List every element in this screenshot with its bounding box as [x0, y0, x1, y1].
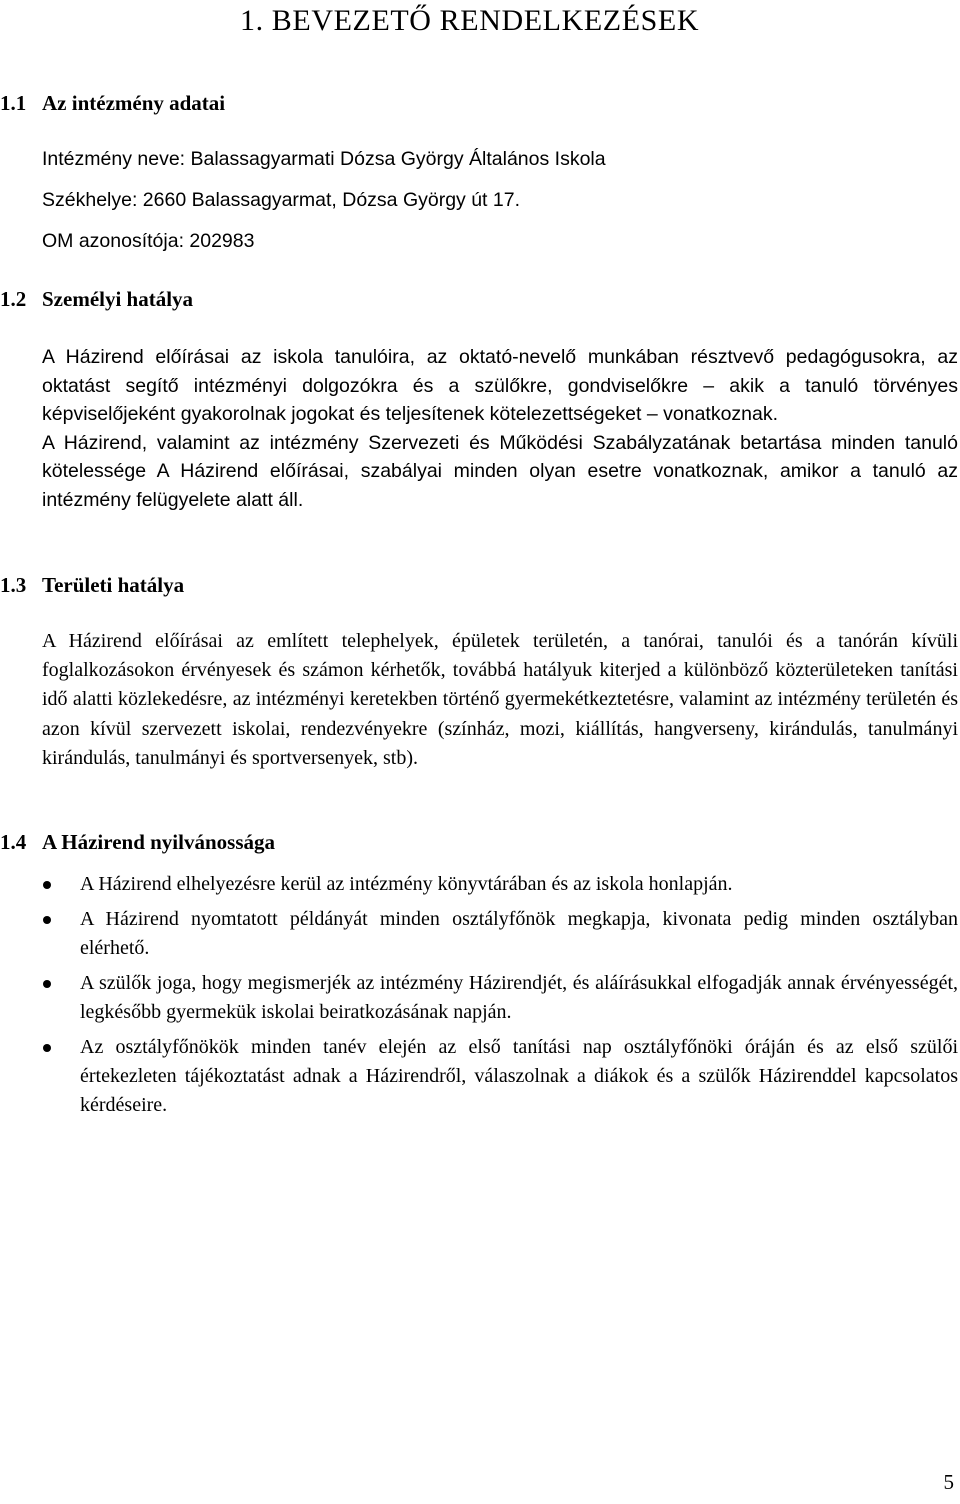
section-title: Területi hatálya — [42, 573, 185, 597]
page-number: 5 — [943, 1470, 954, 1494]
section-title: A Házirend nyilvánossága — [42, 830, 275, 854]
section-1-2-body — [42, 343, 958, 515]
section-title: Személyi hatálya — [42, 287, 194, 311]
section-heading-1-4 — [0, 829, 275, 855]
section-number: 1.4 — [0, 830, 27, 854]
bullet-icon — [43, 1044, 51, 1052]
section-heading-1-2 — [0, 286, 193, 312]
list-item-text: A Házirend nyomtatott példányát minden osztályfőnök megkapja, kivonata pedig minden osztályban elérhető. — [80, 908, 958, 959]
section-heading-1-1 — [0, 90, 225, 116]
list-item — [0, 905, 958, 963]
section-number: 1.1 — [0, 91, 27, 115]
list-item — [0, 1033, 958, 1120]
publicity-bullet-list — [0, 870, 958, 1126]
paragraph: A Házirend előírásai az említett telephelyek, épületek területén, a tanórai, tanulói és a tanórán kívüli foglalkozásokon érvényesek és számon kérhetők, továbbá hatályuk kiterjed a különböző közterületeken tanítási idő alatti közlekedésre, az intézményi keretekben történő gyermekétkeztetésre, valamint az intézmény területén és azon kívül szervezett iskolai, rendezvényekre (színház, mozi, kiállítás, hangverseny, kirándulás, tanulmányi kirándulás, tanulmányi és sportversenyek, stb). — [42, 630, 958, 769]
institution-om-id: OM azonosítója: 202983 — [42, 230, 255, 252]
section-heading-1-3 — [0, 572, 184, 598]
paragraph: A Házirend előírásai az iskola tanulóira, az oktató-nevelő munkában résztvevő pedagógusokra, az oktatást segítő intézményi dolgozókra és a szülőkre, gondviselőkre – akik a tanuló törvényes képviselőjeként gyakorolnak jogokat és teljesítenek kötelezettségeket – vonatkoznak. — [42, 346, 958, 426]
section-title: Az intézmény adatai — [42, 91, 226, 115]
list-item-text: Az osztályfőnökök minden tanév elején az első tanítási nap osztályfőnöki óráján és az első szülői értekezleten tájékoztatást adnak a Házirendről, válaszolnak a diákok és a szülők Házirenddel kapcsolatos kérdéseire. — [80, 1036, 958, 1116]
bullet-icon — [43, 980, 51, 988]
list-item — [0, 870, 958, 899]
section-1-3-body — [42, 627, 958, 773]
paragraph: A Házirend, valamint az intézmény Szervezeti és Működési Szabályzatának betartása minden tanuló kötelessége A Házirend előírásai, szabályai minden olyan esetre vonatkoznak, amikor a tanuló az intézmény felügyelete alatt áll. — [42, 431, 958, 511]
list-item-text: A Házirend elhelyezésre kerül az intézmény könyvtárában és az iskola honlapján. — [80, 873, 733, 895]
section-number: 1.2 — [0, 287, 27, 311]
list-item — [0, 969, 958, 1027]
list-item-text: A szülők joga, hogy megismerjék az intézmény Házirendjét, és aláírásukkal elfogadják annak érvényességét, legkésőbb gyermekük iskolai beiratkozásának napján. — [80, 972, 958, 1023]
institution-address: Székhelye: 2660 Balassagyarmat, Dózsa György út 17. — [42, 189, 520, 211]
section-number: 1.3 — [0, 573, 27, 597]
bullet-icon — [43, 881, 51, 889]
institution-name: Intézmény neve: Balassagyarmati Dózsa György Általános Iskola — [42, 148, 606, 170]
document-title: 1. BEVEZETŐ RENDELKEZÉSEK — [240, 4, 700, 37]
bullet-icon — [43, 916, 51, 924]
